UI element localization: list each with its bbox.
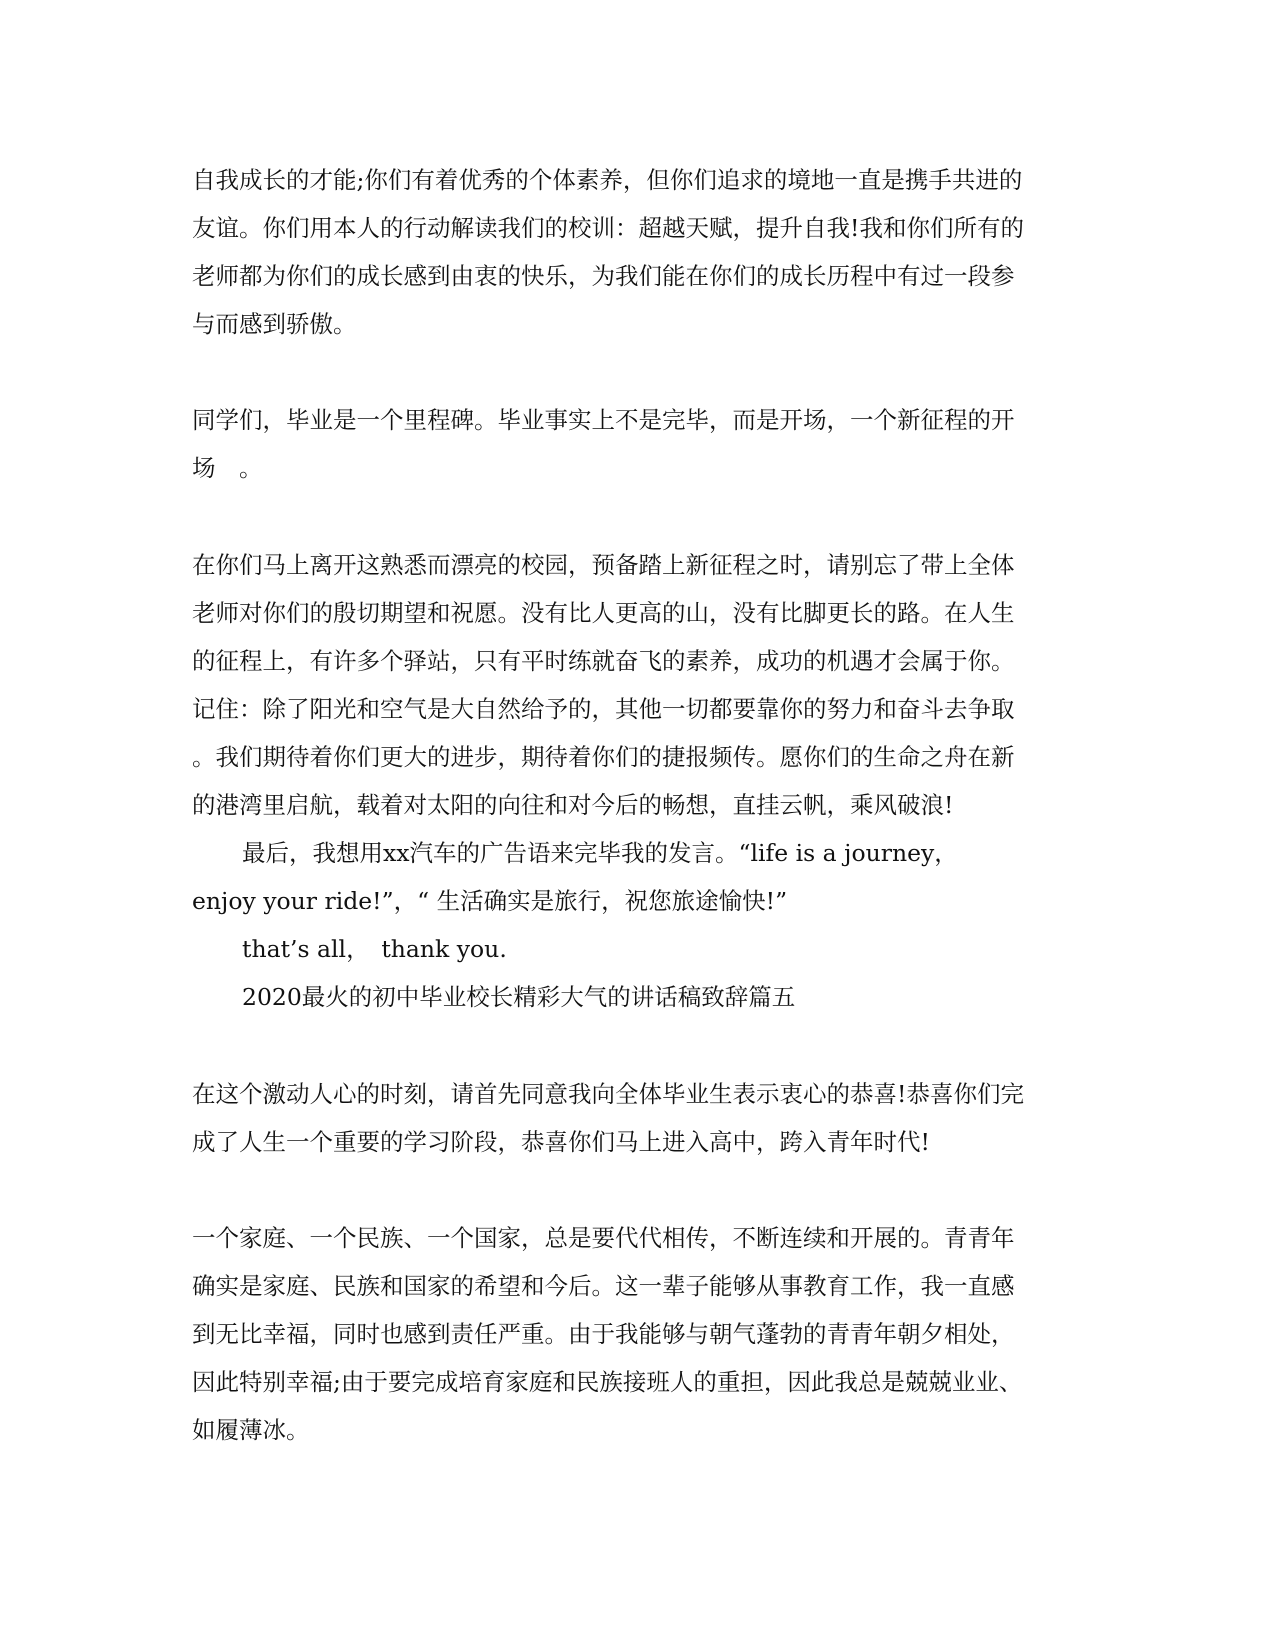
paragraph-line: 老师对你们的殷切期望和祝愿。没有比人更高的山，没有比脚更长的路。在人生 xyxy=(192,599,1015,627)
paragraph-line: 记住：除了阳光和空气是大自然给予的，其他一切都要靠你的努力和奋斗去争取 xyxy=(192,695,1015,723)
paragraph-line: that’s all， thank you. xyxy=(242,935,507,963)
paragraph-line: 。我们期待着你们更大的进步，期待着你们的捷报频传。愿你们的生命之舟在新 xyxy=(192,743,1015,771)
paragraph-line: 到无比幸福，同时也感到责任严重。由于我能够与朝气蓬勃的青青年朝夕相处， xyxy=(192,1320,1015,1348)
paragraph-line: 确实是家庭、民族和国家的希望和今后。这一辈子能够从事教育工作，我一直感 xyxy=(192,1272,1015,1300)
paragraph-line: 的征程上，有许多个驿站，只有平时练就奋飞的素养，成功的机遇才会属于你。 xyxy=(192,647,1015,675)
paragraph-line: 成了人生一个重要的学习阶段，恭喜你们马上进入高中，跨入青年时代! xyxy=(192,1128,930,1156)
paragraph-line: 场 。 xyxy=(192,454,263,482)
paragraph-line: enjoy your ride!”，“ 生活确实是旅行，祝您旅途愉快!” xyxy=(192,887,788,915)
paragraph-line: 如履薄冰。 xyxy=(192,1416,310,1444)
paragraph-line: 因此特别幸福;由于要完成培育家庭和民族接班人的重担，因此我总是兢兢业业、 xyxy=(192,1368,1023,1396)
paragraph-line: 的港湾里启航，载着对太阳的向往和对今后的畅想，直挂云帆，乘风破浪! xyxy=(192,791,954,819)
paragraph-line: 与而感到骄傲。 xyxy=(192,310,357,338)
paragraph-line: 一个家庭、一个民族、一个国家，总是要代代相传，不断连续和开展的。青青年 xyxy=(192,1224,1015,1252)
paragraph-line: 自我成长的才能;你们有着优秀的个体素养，但你们追求的境地一直是携手共进的 xyxy=(192,166,1023,194)
paragraph-line: 在这个激动人心的时刻，请首先同意我向全体毕业生表示衷心的恭喜!恭喜你们完 xyxy=(192,1080,1024,1108)
paragraph-line: 最后，我想用xx汽车的广告语来完毕我的发言。“life is a journey， xyxy=(242,839,958,867)
section-heading: 2020最火的初中毕业校长精彩大气的讲话稿致辞篇五 xyxy=(242,983,796,1011)
paragraph-line: 友谊。你们用本人的行动解读我们的校训：超越天赋，提升自我!我和你们所有的 xyxy=(192,214,1024,242)
paragraph-line: 老师都为你们的成长感到由衷的快乐，为我们能在你们的成长历程中有过一段参 xyxy=(192,262,1015,290)
paragraph-line: 同学们，毕业是一个里程碑。毕业事实上不是完毕，而是开场，一个新征程的开 xyxy=(192,406,1015,434)
paragraph-line: 在你们马上离开这熟悉而漂亮的校园，预备踏上新征程之时，请别忘了带上全体 xyxy=(192,551,1015,579)
